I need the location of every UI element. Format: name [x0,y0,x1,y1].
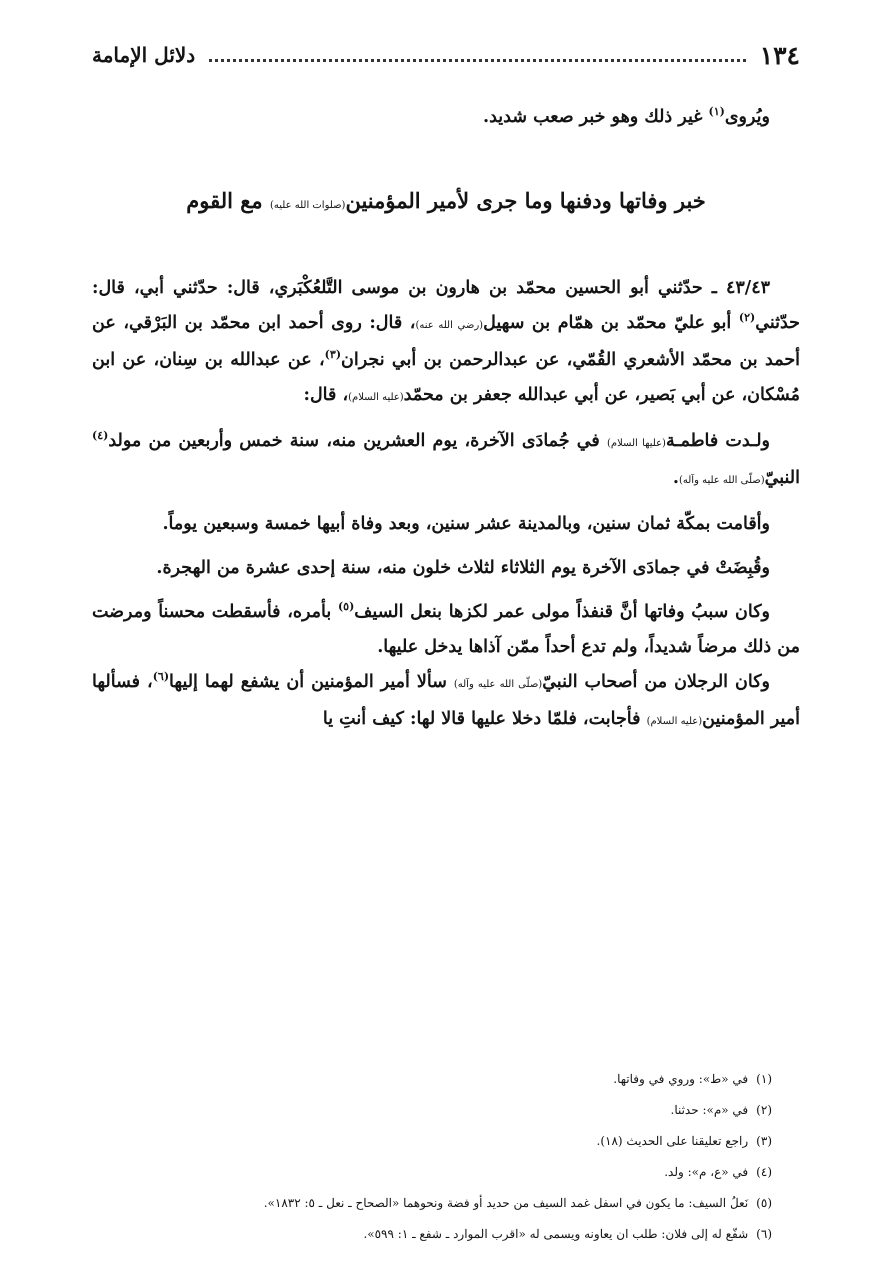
footnote-1 [92,1064,772,1095]
cause-text-2: بأمره، فأسقطت محسناً ومرضت من ذلك مرضاً شديداً، ولم تدع أحداً ممّن آذاها يدخل عليها. [92,602,800,657]
cause-text-1: وكان سببُ وفاتها أنَّ قنفذاً مولى عمر لكزها بنعل السيف [354,602,770,622]
men-text-3: ، فسألها أمير المؤمنين [92,672,800,729]
page-header [92,38,800,72]
footnote-text: في «ع، م»: ولد. [664,1165,749,1179]
isnad-text-5: ، قال: [303,385,349,405]
cause-paragraph [92,595,800,665]
footnote-ref-4[interactable]: (٤) [92,429,109,443]
section-heading [92,181,800,226]
footnote-ref-3[interactable]: (٣) [324,348,342,362]
footnote-ref-2[interactable]: (٢) [738,311,756,325]
birth-text-1: ولـدت فاطمـة [665,431,770,451]
intro-text: ويُروى [724,107,770,127]
footnote-number: (٣) [756,1134,772,1148]
intro-text-cont: غير ذلك وهو خبر صعب شديد. [483,107,709,127]
running-title: دلائل الإمامة [92,43,196,67]
footnote-number: (١) [756,1072,772,1086]
footnote-number: (٤) [756,1165,772,1179]
isnad-text-3: ، قال: روى أحمد ابن محمّد بن البَرْقي، عن أحمد بن محمّد الأشعري القُمّي، عن عبدالرحمن بن أبي نجران [92,313,800,370]
salutation-alayhi: (عليه السلام) [348,392,404,403]
salutation-salla-2: (صلّى الله عليه وآله) [453,679,543,690]
isnad-paragraph [92,271,800,415]
page-number: ١٣٤ [759,40,800,70]
footnote-text: في «ط»: وروي في وفاتها. [613,1072,749,1086]
footnote-text: شفّع له إلى فلان: طلب ان يعاونه ويسمى له «اقرب الموارد ـ شفع ـ ١: ٥٩٩». [363,1227,749,1241]
birth-text-4: . [672,468,679,488]
men-paragraph [92,665,800,739]
salutation-radiyallah: (رضي الله عنه) [415,320,484,331]
men-text-4: فأجابت، فلمّا دخلا عليها قالا لها: كيف أنتِ يا [322,709,647,729]
footnote-number: (٥) [756,1196,772,1210]
heading-text-cont: مع القوم [186,188,270,213]
birth-paragraph [92,424,800,498]
birth-text-2: في جُمادَى الآخرة، يوم العشرين منه، سنة خمس وأربعين من مولد [108,431,607,451]
footnote-number: (٢) [756,1103,772,1117]
footnote-ref-6[interactable]: (٦) [152,670,170,684]
salutation-salla: (صلّى الله عليه وآله) [679,475,765,486]
footnote-2 [92,1095,772,1126]
footnote-ref-5[interactable]: (٥) [337,600,355,614]
footnote-number: (٦) [756,1227,772,1241]
footnote-6 [92,1219,772,1250]
footnote-text: في «م»: حدثنا. [670,1103,749,1117]
dotted-leader [209,59,746,62]
isnad-text-2: أبو عليّ محمّد بن همّام بن سهيل [483,313,739,333]
footnote-text: راجع تعليقنا على الحديث (١٨). [596,1134,749,1148]
isnad-text-4: ، عن عبدالله بن سِنان، عن ابن مُسْكان، عن أبي بَصير، عن أبي عبدالله جعفر بن محمّد [92,350,800,405]
heading-salutation: (صلوات الله عليه) [269,200,346,211]
footnote-5 [92,1188,772,1219]
footnote-text: نَعلُ السيف: ما يكون في اسفل غمد السيف من حديد أو فضة ونحوهما «الصحاح ـ نعل ـ ٥: ١٨٣٢». [263,1196,749,1210]
isnad-text-1: ٤٣/٤٣ ـ حدّثني أبو الحسين محمّد بن هارون بن موسى التَّلعُكْبَري، قال: حدّثني أبي، قال: حدّثني [92,278,800,333]
men-text-2: سألا أمير المؤمنين أن يشفع لهما إليها [169,672,454,692]
intro-paragraph [92,100,800,135]
birth-text-3: النبيّ [764,468,800,488]
footnote-4 [92,1157,772,1188]
footnote-3 [92,1126,772,1157]
main-text [92,100,800,739]
footnotes [92,1064,772,1250]
footnote-ref-1[interactable]: (١) [708,105,725,119]
men-text-1: وكان الرجلان من أصحاب النبيّ [542,672,770,692]
salutation-alayhi-2: (عليه السلام) [646,716,703,727]
stay-paragraph: وأقامت بمكّة ثمان سنين، وبالمدينة عشر سنين، وبعد وفاة أبيها خمسة وسبعين يوماً. [162,514,770,534]
heading-text: خبر وفاتها ودفنها وما جرى لأمير المؤمنين [345,188,706,213]
salutation-alayha: (عليها السلام) [606,438,666,449]
death-paragraph: وقُبِضَتْ في جمادَى الآخرة يوم الثلاثاء لثلاث خلون منه، سنة إحدى عشرة من الهجرة. [156,558,770,578]
